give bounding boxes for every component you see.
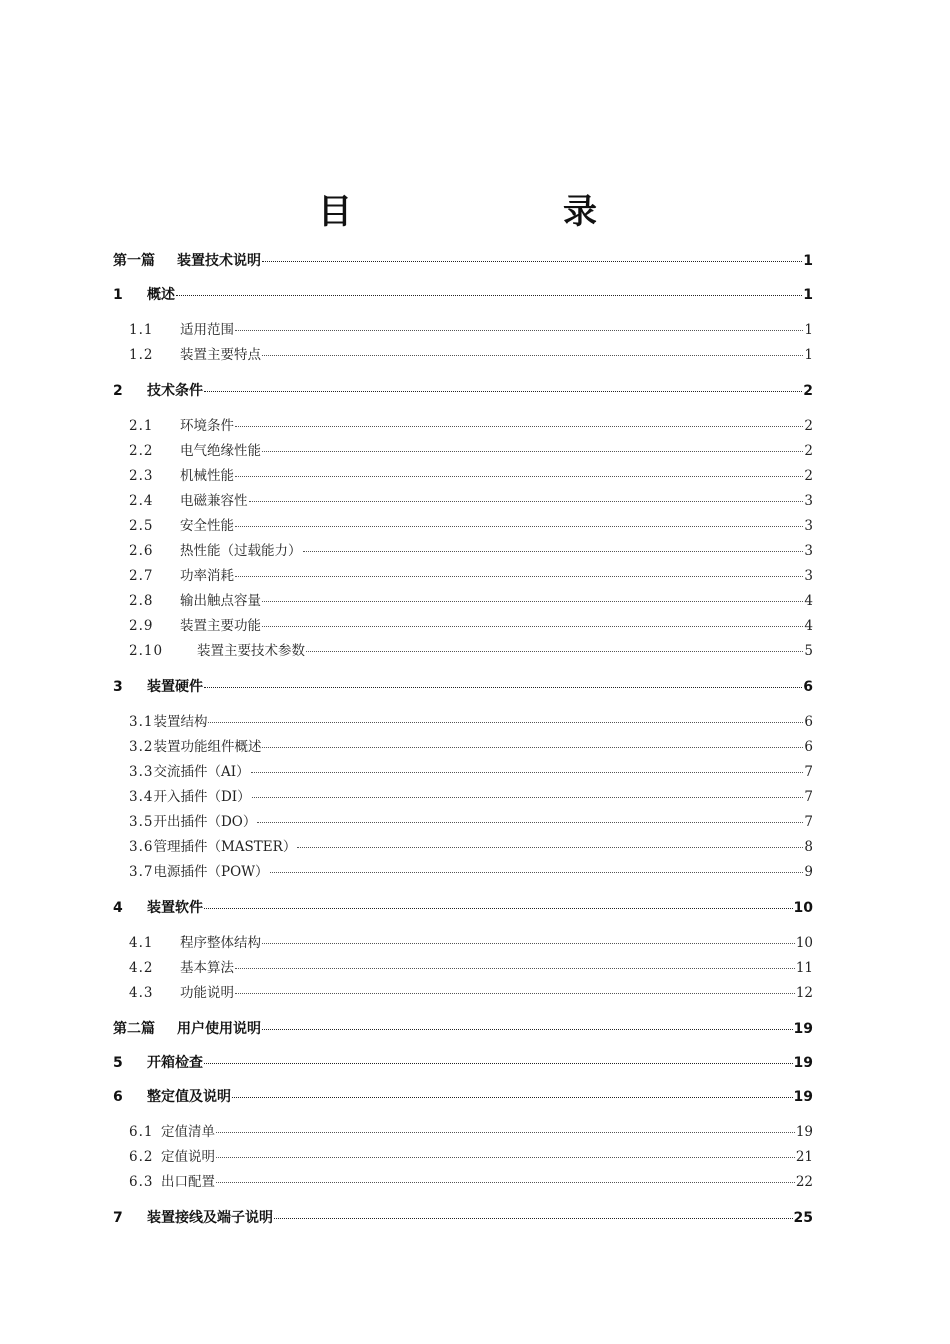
toc-entry-number: 6.2 (129, 1149, 154, 1165)
toc-entry-page-number: 21 (795, 1149, 813, 1165)
toc-dot-leader (204, 1063, 793, 1064)
toc-section-entry[interactable] (113, 981, 813, 1006)
toc-entry-number: 2.5 (129, 518, 154, 534)
toc-section-entry[interactable] (113, 810, 813, 835)
toc-chapter-entry[interactable] (113, 244, 813, 278)
toc-entry-label: 整定值及说明 (147, 1089, 231, 1105)
toc-dot-leader (262, 601, 803, 602)
toc-entry-number: 2.2 (129, 443, 154, 459)
toc-dot-leader (274, 1218, 793, 1219)
toc-entry-page-number: 19 (793, 1089, 813, 1105)
toc-entry-number: 2.8 (129, 593, 154, 609)
toc-entry-number: 2.1 (129, 418, 154, 434)
toc-dot-leader (251, 772, 804, 773)
toc-entry-label: 装置技术说明 (177, 253, 261, 269)
toc-chapter-entry[interactable] (113, 891, 813, 925)
toc-entry-number: 3.1 (129, 714, 154, 730)
toc-entry-label: 环境条件 (180, 418, 234, 434)
toc-entry-page-number: 12 (795, 985, 813, 1001)
toc-entry-label: 用户使用说明 (177, 1021, 261, 1037)
toc-entry-page-number: 8 (804, 839, 813, 855)
toc-chapter-entry[interactable] (113, 374, 813, 408)
toc-section-entry[interactable] (113, 589, 813, 614)
toc-section-entry[interactable] (113, 439, 813, 464)
toc-dot-leader (216, 1132, 795, 1133)
toc-section-entry[interactable] (113, 1145, 813, 1170)
toc-entry-page-number: 5 (804, 643, 813, 659)
toc-entry-number: 3.6 (129, 839, 154, 855)
toc-entry-label: 定值说明 (161, 1149, 215, 1165)
toc-entry-label: 电源插件（POW） (153, 864, 269, 880)
toc-entry-page-number: 3 (804, 543, 813, 559)
toc-section-entry[interactable] (113, 639, 813, 664)
toc-entry-page-number: 3 (804, 568, 813, 584)
toc-dot-leader (235, 526, 803, 527)
toc-dot-leader (262, 747, 803, 748)
toc-dot-leader (235, 968, 795, 969)
toc-section-entry[interactable] (113, 514, 813, 539)
toc-section-entry[interactable] (113, 710, 813, 735)
toc-dot-leader (235, 426, 803, 427)
toc-dot-leader (204, 391, 802, 392)
toc-entry-page-number: 10 (795, 935, 813, 951)
toc-entry-number: 6.1 (129, 1124, 154, 1140)
toc-entry-label: 装置软件 (147, 900, 203, 916)
toc-entry-label: 装置功能组件概述 (153, 739, 262, 755)
toc-dot-leader (216, 1157, 795, 1158)
toc-section-entry[interactable] (113, 1120, 813, 1145)
toc-entry-label: 装置主要技术参数 (197, 643, 305, 659)
toc-entry-page-number: 1 (804, 347, 813, 363)
toc-section-entry[interactable] (113, 735, 813, 760)
toc-entry-number: 2 (113, 383, 123, 399)
toc-entry-page-number: 2 (804, 443, 813, 459)
toc-chapter-entry[interactable] (113, 1012, 813, 1046)
toc-entry-page-number: 6 (804, 739, 813, 755)
toc-entry-page-number: 25 (793, 1210, 813, 1226)
toc-dot-leader (257, 822, 803, 823)
toc-dot-leader (235, 476, 803, 477)
toc-entry-label: 开出插件（DO） (153, 814, 257, 830)
toc-entry-page-number: 7 (804, 814, 813, 830)
toc-dot-leader (270, 872, 804, 873)
toc-entry-number: 3.3 (129, 764, 154, 780)
toc-section-entry[interactable] (113, 785, 813, 810)
toc-entry-page-number: 9 (804, 864, 813, 880)
toc-title (0, 188, 950, 236)
toc-entry-label: 定值清单 (161, 1124, 215, 1140)
toc-entry-page-number: 19 (793, 1021, 813, 1037)
toc-entry-label: 程序整体结构 (180, 935, 261, 951)
toc-dot-leader (262, 943, 795, 944)
toc-entry-page-number: 10 (793, 900, 813, 916)
toc-entry-number: 3.7 (129, 864, 154, 880)
toc-dot-leader (235, 330, 803, 331)
toc-section-entry[interactable] (113, 1170, 813, 1195)
toc-entry-label: 管理插件（MASTER） (153, 839, 297, 855)
toc-section-entry[interactable] (113, 343, 813, 368)
toc-entry-page-number: 1 (804, 322, 813, 338)
toc-entry-page-number: 2 (804, 418, 813, 434)
toc-section-entry[interactable] (113, 464, 813, 489)
toc-section-entry[interactable] (113, 318, 813, 343)
toc-entry-number: 6 (113, 1089, 123, 1105)
toc-entry-label: 技术条件 (147, 383, 203, 399)
toc-entry-number: 1 (113, 287, 123, 303)
toc-entry-label: 功率消耗 (180, 568, 234, 584)
toc-title-char-2: 录 (563, 192, 597, 232)
toc-entry-page-number: 1 (803, 287, 813, 303)
toc-dot-leader (204, 687, 802, 688)
toc-entry-number: 5 (113, 1055, 123, 1071)
toc-dot-leader (262, 1029, 793, 1030)
toc-entry-number: 4.3 (129, 985, 154, 1001)
toc-chapter-entry[interactable] (113, 278, 813, 312)
toc-entry-label: 功能说明 (180, 985, 234, 1001)
toc-dot-leader (216, 1182, 795, 1183)
toc-section-entry[interactable] (113, 489, 813, 514)
toc-entry-number: 2.10 (129, 643, 164, 659)
toc-section-entry[interactable] (113, 860, 813, 885)
toc-entry-label: 适用范围 (180, 322, 234, 338)
toc-dot-leader (232, 1097, 793, 1098)
toc-entry-label: 机械性能 (180, 468, 234, 484)
toc-entry-number: 第一篇 (113, 253, 155, 269)
toc-entry-label: 装置硬件 (147, 679, 203, 695)
toc-dot-leader (252, 797, 804, 798)
toc-entry-label: 热性能（过载能力） (180, 543, 302, 559)
toc-entry-label: 装置主要特点 (180, 347, 261, 363)
toc-entry-number: 4 (113, 900, 123, 916)
toc-entry-number: 7 (113, 1210, 123, 1226)
toc-entry-number: 1.1 (129, 322, 154, 338)
toc-entry-number: 2.6 (129, 543, 154, 559)
toc-entry-page-number: 2 (803, 383, 813, 399)
toc-entry-number: 3.2 (129, 739, 154, 755)
toc-chapter-entry[interactable] (113, 1201, 813, 1235)
toc-section-entry[interactable] (113, 564, 813, 589)
toc-entry-page-number: 6 (803, 679, 813, 695)
toc-entry-number: 2.7 (129, 568, 154, 584)
toc-entry-page-number: 19 (793, 1055, 813, 1071)
toc-dot-leader (176, 295, 802, 296)
toc-entry-page-number: 22 (795, 1174, 813, 1190)
toc-dot-leader (249, 501, 804, 502)
toc-entry-number: 2.3 (129, 468, 154, 484)
toc-section-entry[interactable] (113, 614, 813, 639)
toc-entry-label: 交流插件（AI） (153, 764, 250, 780)
toc-entry-page-number: 6 (804, 714, 813, 730)
toc-section-entry[interactable] (113, 931, 813, 956)
toc-entry-label: 开入插件（DI） (153, 789, 251, 805)
toc-entry-number: 3 (113, 679, 123, 695)
toc-entry-number: 4.1 (129, 935, 154, 951)
toc-entry-page-number: 7 (804, 764, 813, 780)
toc-chapter-entry[interactable] (113, 1046, 813, 1080)
toc-entry-label: 装置接线及端子说明 (147, 1210, 273, 1226)
toc-title-char-1: 目 (318, 192, 352, 232)
toc-entry-label: 安全性能 (180, 518, 234, 534)
toc-entry-number: 2.4 (129, 493, 154, 509)
toc-entry-page-number: 11 (795, 960, 813, 976)
toc-dot-leader (303, 551, 804, 552)
toc-chapter-entry[interactable] (113, 1080, 813, 1114)
toc-entry-label: 装置结构 (153, 714, 208, 730)
toc-entry-page-number: 4 (804, 618, 813, 634)
toc-section-entry[interactable] (113, 414, 813, 439)
toc-entry-number: 1.2 (129, 347, 154, 363)
toc-section-entry[interactable] (113, 539, 813, 564)
toc-dot-leader (262, 261, 802, 262)
toc-entry-page-number: 3 (804, 518, 813, 534)
toc-entry-page-number: 4 (804, 593, 813, 609)
toc-dot-leader (306, 651, 803, 652)
toc-entry-number: 3.5 (129, 814, 154, 830)
toc-dot-leader (235, 993, 795, 994)
toc-dot-leader (208, 722, 803, 723)
toc-entry-page-number: 7 (804, 789, 813, 805)
toc-entry-page-number: 1 (803, 253, 813, 269)
toc-entry-number: 第二篇 (113, 1021, 155, 1037)
toc-entry-number: 2.9 (129, 618, 154, 634)
toc-entry-number: 6.3 (129, 1174, 154, 1190)
toc-section-entry[interactable] (113, 956, 813, 981)
toc-entry-page-number: 3 (804, 493, 813, 509)
toc-dot-leader (235, 576, 803, 577)
toc-entry-label: 装置主要功能 (180, 618, 261, 634)
toc-entry-label: 电气绝缘性能 (180, 443, 261, 459)
toc-entry-label: 概述 (147, 287, 175, 303)
toc-section-entry[interactable] (113, 760, 813, 785)
toc-entry-number: 3.4 (129, 789, 154, 805)
toc-entry-label: 电磁兼容性 (180, 493, 248, 509)
toc-dot-leader (262, 451, 803, 452)
toc-entry-label: 输出触点容量 (180, 593, 261, 609)
toc-entry-number: 4.2 (129, 960, 154, 976)
toc-entry-label: 基本算法 (180, 960, 234, 976)
toc-chapter-entry[interactable] (113, 670, 813, 704)
toc-dot-leader (204, 908, 793, 909)
toc-dot-leader (262, 355, 803, 356)
toc-entry-page-number: 2 (804, 468, 813, 484)
toc-list (113, 244, 813, 1235)
toc-entry-label: 开箱检查 (147, 1055, 203, 1071)
toc-dot-leader (262, 626, 803, 627)
toc-entry-label: 出口配置 (161, 1174, 215, 1190)
toc-dot-leader (297, 847, 803, 848)
toc-section-entry[interactable] (113, 835, 813, 860)
toc-entry-page-number: 19 (795, 1124, 813, 1140)
